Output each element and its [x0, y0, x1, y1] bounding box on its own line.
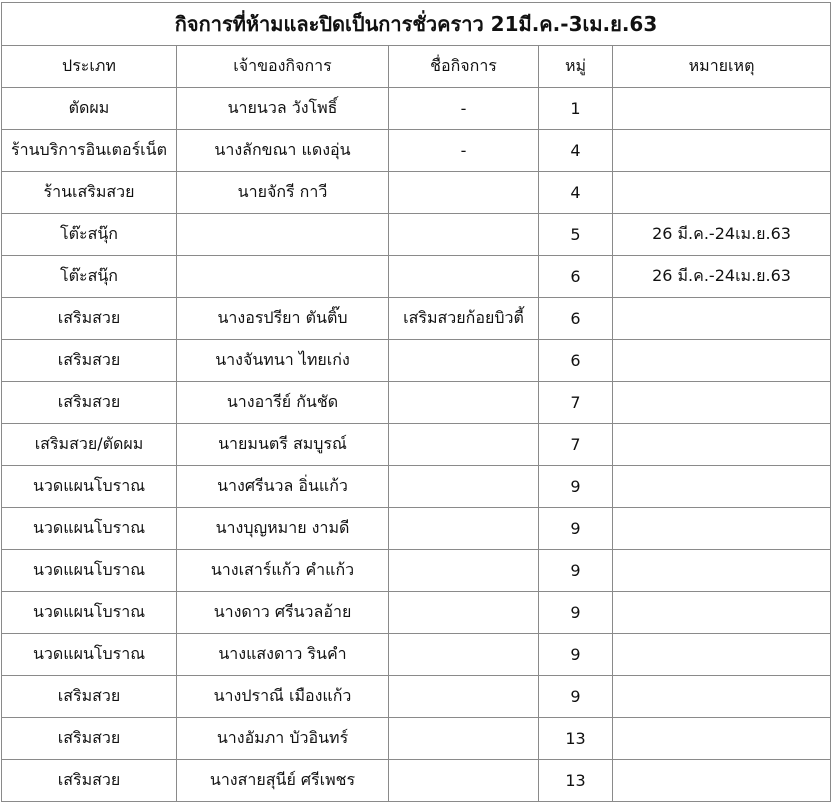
table-row — [2, 88, 831, 130]
cell-village: 6 — [539, 298, 613, 340]
cell-village: 9 — [539, 550, 613, 592]
cell-type: เสริมสวย — [2, 676, 177, 718]
cell-note — [613, 88, 831, 130]
table-row — [2, 214, 831, 256]
cell-type: ตัดผม — [2, 88, 177, 130]
cell-owner: นายจักรี กาวี — [177, 172, 389, 214]
cell-owner: นางบุญหมาย งามดี — [177, 508, 389, 550]
header-type: ประเภท — [2, 46, 177, 88]
cell-village: 9 — [539, 508, 613, 550]
cell-owner: นายนวล วังโพธิ์ — [177, 88, 389, 130]
title-row — [2, 3, 831, 46]
cell-name — [389, 676, 539, 718]
cell-owner: นางจันทนา ไทยเก่ง — [177, 340, 389, 382]
cell-note — [613, 592, 831, 634]
cell-type: นวดแผนโบราณ — [2, 550, 177, 592]
cell-note — [613, 424, 831, 466]
cell-type: ร้านเสริมสวย — [2, 172, 177, 214]
cell-note — [613, 676, 831, 718]
cell-village: 7 — [539, 382, 613, 424]
cell-type: เสริมสวย — [2, 298, 177, 340]
cell-type: นวดแผนโบราณ — [2, 592, 177, 634]
cell-note — [613, 340, 831, 382]
cell-owner: นางศรีนวล อิ่นแก้ว — [177, 466, 389, 508]
cell-village: 6 — [539, 340, 613, 382]
cell-type: โต๊ะสนุ๊ก — [2, 214, 177, 256]
cell-name — [389, 382, 539, 424]
cell-name — [389, 760, 539, 802]
cell-type: เสริมสวย/ตัดผม — [2, 424, 177, 466]
cell-note — [613, 508, 831, 550]
table-row — [2, 340, 831, 382]
cell-type: ร้านบริการอินเตอร์เน็ต — [2, 130, 177, 172]
cell-owner: นางอารีย์ กันชัด — [177, 382, 389, 424]
cell-owner — [177, 256, 389, 298]
cell-owner: นางอัมภา บัวอินทร์ — [177, 718, 389, 760]
cell-owner: นางอรปรียา ตันติ๊บ — [177, 298, 389, 340]
header-village: หมู่ — [539, 46, 613, 88]
table-row — [2, 172, 831, 214]
header-note: หมายเหตุ — [613, 46, 831, 88]
cell-village: 1 — [539, 88, 613, 130]
cell-village: 13 — [539, 760, 613, 802]
cell-type: โต๊ะสนุ๊ก — [2, 256, 177, 298]
cell-name — [389, 340, 539, 382]
cell-owner — [177, 214, 389, 256]
cell-type: นวดแผนโบราณ — [2, 508, 177, 550]
cell-village: 9 — [539, 592, 613, 634]
cell-note — [613, 550, 831, 592]
table-row — [2, 256, 831, 298]
cell-name — [389, 634, 539, 676]
cell-name — [389, 172, 539, 214]
cell-owner: นางแสงดาว รินคำ — [177, 634, 389, 676]
table-row — [2, 760, 831, 802]
cell-name — [389, 214, 539, 256]
cell-type: เสริมสวย — [2, 760, 177, 802]
table-row — [2, 130, 831, 172]
cell-note — [613, 718, 831, 760]
cell-owner: นางเสาร์แก้ว คำแก้ว — [177, 550, 389, 592]
header-row — [2, 46, 831, 88]
cell-name: - — [389, 130, 539, 172]
cell-village: 13 — [539, 718, 613, 760]
cell-type: เสริมสวย — [2, 718, 177, 760]
business-closure-table — [1, 2, 831, 802]
cell-name: - — [389, 88, 539, 130]
cell-village: 7 — [539, 424, 613, 466]
cell-note — [613, 760, 831, 802]
table-title: กิจการที่ห้ามและปิดเป็นการชั่วคราว 21มี.ค.-3เม.ย.63 — [2, 3, 831, 46]
table-row — [2, 466, 831, 508]
cell-note: 26 มี.ค.-24เม.ย.63 — [613, 256, 831, 298]
table-row — [2, 676, 831, 718]
cell-name — [389, 466, 539, 508]
table-row — [2, 718, 831, 760]
cell-name: เสริมสวยก้อยบิวตี้ — [389, 298, 539, 340]
cell-village: 9 — [539, 634, 613, 676]
cell-note — [613, 298, 831, 340]
cell-village: 5 — [539, 214, 613, 256]
spreadsheet — [1, 2, 830, 802]
cell-name — [389, 508, 539, 550]
cell-name — [389, 550, 539, 592]
cell-owner: นางดาว ศรีนวลอ้าย — [177, 592, 389, 634]
cell-note — [613, 382, 831, 424]
cell-type: เสริมสวย — [2, 340, 177, 382]
cell-village: 9 — [539, 466, 613, 508]
cell-owner: นางลักขณา แดงอุ่น — [177, 130, 389, 172]
cell-type: เสริมสวย — [2, 382, 177, 424]
cell-type: นวดแผนโบราณ — [2, 466, 177, 508]
cell-note — [613, 634, 831, 676]
cell-name — [389, 592, 539, 634]
cell-name — [389, 424, 539, 466]
cell-owner: นายมนตรี สมบูรณ์ — [177, 424, 389, 466]
table-row — [2, 424, 831, 466]
cell-owner: นางปราณี เมืองแก้ว — [177, 676, 389, 718]
cell-note — [613, 466, 831, 508]
cell-owner: นางสายสุนีย์ ศรีเพชร — [177, 760, 389, 802]
table-row — [2, 592, 831, 634]
table-row — [2, 634, 831, 676]
cell-type: นวดแผนโบราณ — [2, 634, 177, 676]
cell-name — [389, 718, 539, 760]
cell-note — [613, 172, 831, 214]
header-name: ชื่อกิจการ — [389, 46, 539, 88]
cell-village: 6 — [539, 256, 613, 298]
cell-name — [389, 256, 539, 298]
table-row — [2, 508, 831, 550]
cell-village: 9 — [539, 676, 613, 718]
cell-village: 4 — [539, 130, 613, 172]
table-row — [2, 382, 831, 424]
table-row — [2, 298, 831, 340]
table-row — [2, 550, 831, 592]
cell-village: 4 — [539, 172, 613, 214]
cell-note: 26 มี.ค.-24เม.ย.63 — [613, 214, 831, 256]
cell-note — [613, 130, 831, 172]
header-owner: เจ้าของกิจการ — [177, 46, 389, 88]
